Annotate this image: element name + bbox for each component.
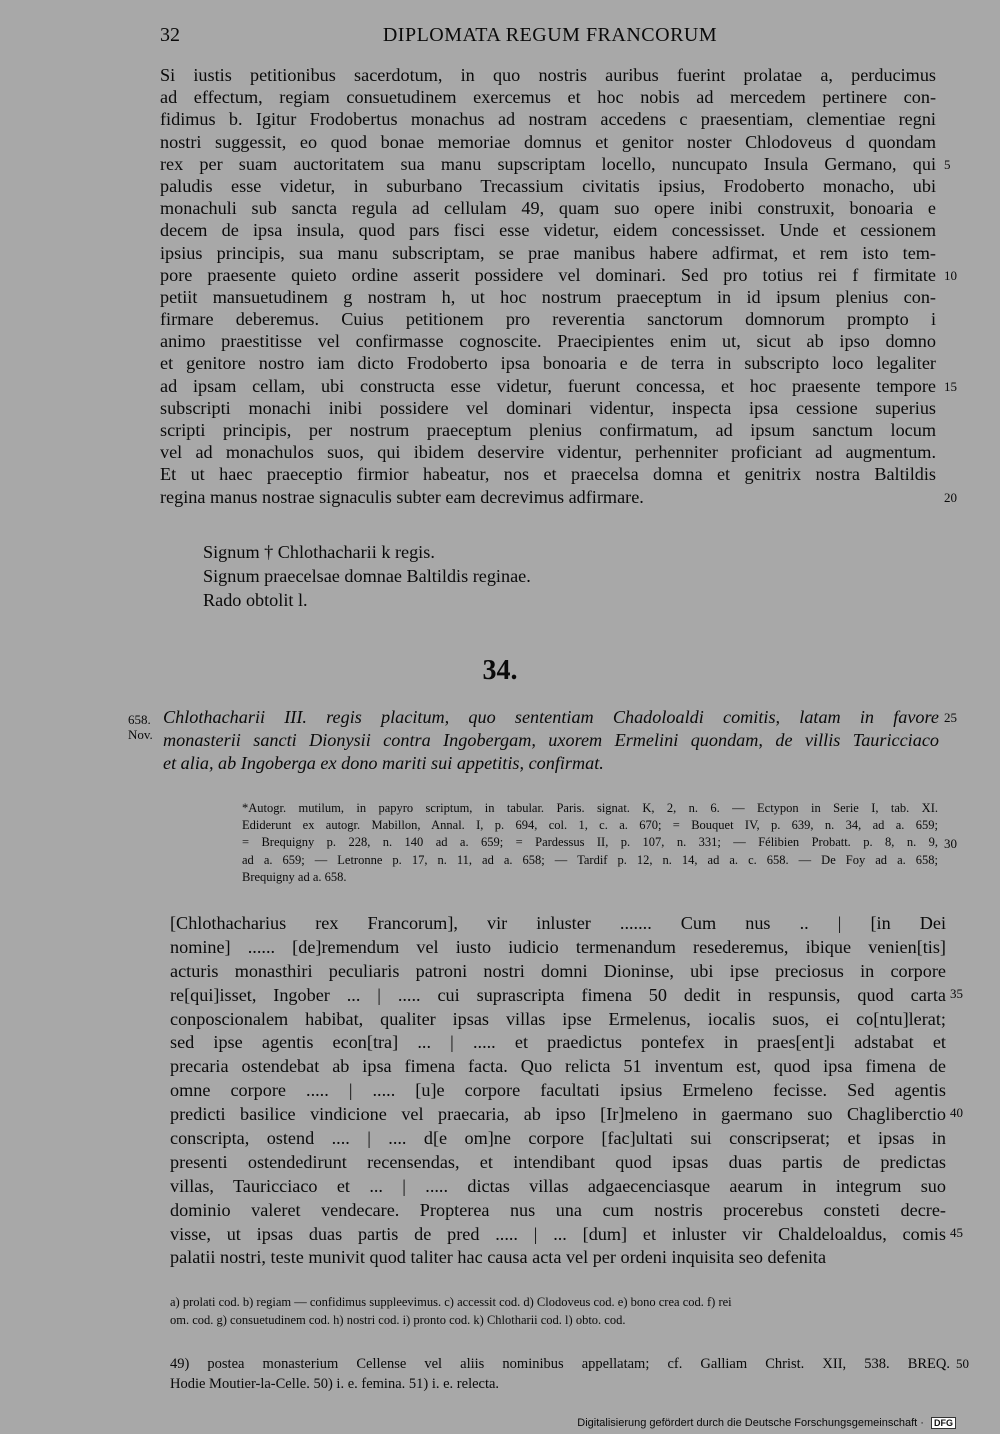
charter-text-33 [160, 64, 957, 508]
tradition-note-line: *Autogr. mutilum, in papyro scriptum, in tabular. Paris. signat. K, 2, n. 6. — Ectypon in Serie I, tab. XI. [242, 801, 938, 815]
dfg-logo: DFG [931, 1417, 956, 1429]
line-number: 10 [944, 268, 957, 283]
date-month: Nov. [128, 727, 153, 742]
text-line: rex per suam auctoritatem sua manu supscriptam locello, nuncupato Insula Germano, qui [160, 153, 936, 174]
text-line: predicti basilice vindicione vel praecaria, ab ipso [Ir]meleno in gaermano suo Chagliberctio [170, 1104, 946, 1125]
apparatus-line: a) prolati cod. b) regiam — confidimus suppleevimus. c) accessit cod. d) Clodoveus cod. e) bono crea cod. f) rei [170, 1295, 732, 1309]
text-line: conscripta, ostend .... | .... d[e om]ne corpore [fac]ultati sui conscripserat; et ipsas in [170, 1128, 946, 1149]
charter-text-34 [170, 912, 963, 1270]
text-line: conposcionalem habibat, qualiter ipsas villas ipse Ermelenus, iocalis suos, ei co[ntu]lerat; [170, 1008, 946, 1029]
running-title: DIPLOMATA REGUM FRANCORUM [382, 24, 718, 46]
text-line: petiit mansuetudinem g nostram h, ut hoc nostrum praeceptum in id ipsum plenius con- [160, 286, 936, 307]
tradition-note-line: ad a. 659; — Letronne p. 17, n. 11, ad a. 658; — Tardif p. 12, n. 14, ad a. c. 658. — De Foy ad a. 658; [242, 852, 938, 867]
text-line: fidimus b. Igitur Frodobertus monachus ad nostram accedens c praesentiam, clementiae regni [160, 109, 936, 130]
page-header [160, 24, 940, 50]
text-line: presenti ostendedirunt recensendas, et intendibant quod ipsas duas partis de predictas [170, 1151, 946, 1172]
text-line: vel ad monachulos suos, qui ibidem deservire videntur, perhenniter proficiant ad augmentum. [160, 442, 936, 463]
text-line: Si iustis petitionibus sacerdotum, in quo nostris auribus fuerint prolatae a, perducimus [160, 65, 936, 85]
date-year: 658. [128, 712, 151, 727]
line-number: 35 [950, 985, 963, 1001]
text-line: ad effectum, regiam consuetudinem exercemus et hoc nobis ad mercedem pertinere con- [160, 87, 936, 108]
regest-line: et alia, ab Ingoberga ex dono mariti sui appetitis, confirmat. [163, 753, 604, 773]
tradition-note-line: Ediderunt ex autogr. Mabillon, Annal. I, p. 694, col. 1, c. a. 670; = Bouquet IV, p. 639, n. 34, ad a. 659; [242, 818, 938, 833]
signature-line: Signum praecelsae domnae Baltildis reginae. [203, 566, 531, 586]
text-line: decem de ipsa insula, quod pars fisci esse videtur, eidem concessisset. Unde et cessionem [160, 220, 936, 241]
text-line: re[qui]isset, Ingober ... | ..... cui suprascripta fimena 50 dedit in respunsis, quod carta [170, 984, 946, 1005]
commentary-line: 49) postea monasterium Cellense vel aliis nominibus appellatam; cf. Galliam Christ. XII, 538. BREQ. [170, 1356, 950, 1372]
text-line: visse, ut ipsas duas partis de pred ..... | ... [dum] et inluster vir Chaldeloaldus, comis [170, 1223, 946, 1244]
text-line: omne corpore ..... | ..... [u]e corpore facultati ipsius Ermeleno fecisse. Sed agentis [170, 1080, 946, 1101]
text-line: firmare deberemus. Cuius petitionem pro reverentia sanctorum domnorum prompto i [160, 309, 936, 330]
line-number: 25 [944, 710, 957, 725]
footer-text: Digitalisierung gefördert durch die Deutsche Forschungsgemeinschaft · [577, 1417, 924, 1429]
text-line: monachuli sub sancta regula ad cellulam 49, quam suo opere inibi construxit, bonoaria e [160, 198, 936, 219]
signatures-block [203, 540, 531, 612]
text-line: regina manus nostrae signaculis subter eam decrevimus adfirmare. [160, 486, 644, 507]
tradition-note-line: = Brequigny p. 228, n. 140 ad a. 659; = Pardessus II, p. 107, n. 331; — Félibien Probatt. p. 8, n. 9, [242, 835, 938, 850]
text-line: nomine] ...... [de]remendum vel iusto iudicio termenandum resederemus, ibique venien[tis] [170, 936, 946, 957]
text-line: ipsius principis, sua manu subscriptam, se prae manibus habere adfirmat, et rem isto tem- [160, 242, 936, 263]
line-number: 50 [956, 1356, 969, 1371]
text-line: acturis monasthiri peculiaris patroni nostri domni Dioninse, ubi ipse preciosus in corpore [170, 960, 946, 981]
footer-credit [577, 1417, 956, 1429]
text-line: precaria ostendebat ab ipsa fimena facta. Quo relicta 51 inventum est, quod ipsa fimena de [170, 1056, 946, 1077]
text-line: villas, Tauricciaco et ... | ..... dictas villas adgaecenciasque aearum in integrum suo [170, 1175, 946, 1196]
signature-line: Rado obtolit l. [203, 590, 308, 610]
text-line: dominio valeret vendecare. Propterea nus una cum nostris procerebus consteti decre- [170, 1199, 946, 1220]
regest [163, 706, 957, 775]
commentary-line: Hodie Moutier-la-Celle. 50) i. e. femina. 51) i. e. relecta. [170, 1376, 500, 1392]
line-number: 30 [944, 836, 957, 852]
line-number: 5 [944, 157, 951, 172]
page-number: 32 [160, 24, 180, 46]
document-number: 34. [482, 655, 518, 686]
text-line: et genitore nostro iam dicto Frodoberto ipsa bonoaria e de terra in subscripto loco legaliter [160, 353, 936, 374]
apparatus-line: om. cod. g) consuetudinem cod. h) nostri cod. i) pronto cod. k) Chlotharii cod. l) obto. cod. [170, 1312, 626, 1327]
text-line: ad ipsam cellam, ubi constructa esse videtur, fuerunt concessa, et hoc praesente tempore [160, 375, 936, 396]
text-line: pore praesente quieto ordine asserit possidere vel dominari. Sed pro totius rei f firmitate [160, 264, 936, 285]
text-line: [Chlothacharius rex Francorum], vir inluster ....... Cum nus .. | [in Dei [170, 913, 946, 933]
signature-line: Signum † Chlothacharii k regis. [203, 542, 435, 562]
text-line: Et ut haec praeceptio firmior habeatur, nos et praecelsa domna et genitrix nostra Baltildis [160, 464, 936, 485]
regest-line: monasterii sancti Dionysii contra Ingobergam, uxorem Ermelini quondam, de villis Tauricciaco [163, 730, 939, 750]
text-line: animo praestitisse vel confirmasse cognoscite. Praecipientes enim ut, sicut ab ipso domno [160, 331, 936, 352]
tradition-notes [242, 800, 957, 886]
text-line: subscripti monachi inibi possidere vel dominari videntur, inspecta ipsa cessione superius [160, 397, 936, 418]
tradition-note-line: Brequigny ad a. 658. [242, 869, 347, 884]
line-number: 20 [944, 490, 957, 505]
line-number: 15 [944, 379, 957, 394]
commentary-notes [170, 1354, 969, 1394]
text-line: sed ipse agentis econ[tra] ... | ..... et praedictus pontefex in praes[ent]i adstabat et [170, 1032, 946, 1053]
regest-line: Chlothacharii III. regis placitum, quo sententiam Chadoloaldi comitis, latam in favore [163, 707, 939, 727]
text-line: palatii nostri, teste munivit quod taliter hac causa acta vel per ordeni inquisita seo defenita [170, 1247, 827, 1268]
line-number: 45 [950, 1224, 963, 1240]
date-margin [128, 712, 153, 742]
line-number: 40 [950, 1105, 963, 1121]
text-line: paludis esse videtur, in suburbano Trecassium civitatis ipsius, Frodoberto monacho, ubi [160, 175, 936, 196]
text-line: nostri suggessit, eo quod bonae memoriae domnus et genitor noster Chlodoveus d quondam [160, 131, 936, 152]
critical-apparatus [170, 1294, 950, 1329]
text-line: scripti principis, per nostrum praeceptum plenius confirmatum, ad ipsum sanctum locum [160, 420, 936, 440]
